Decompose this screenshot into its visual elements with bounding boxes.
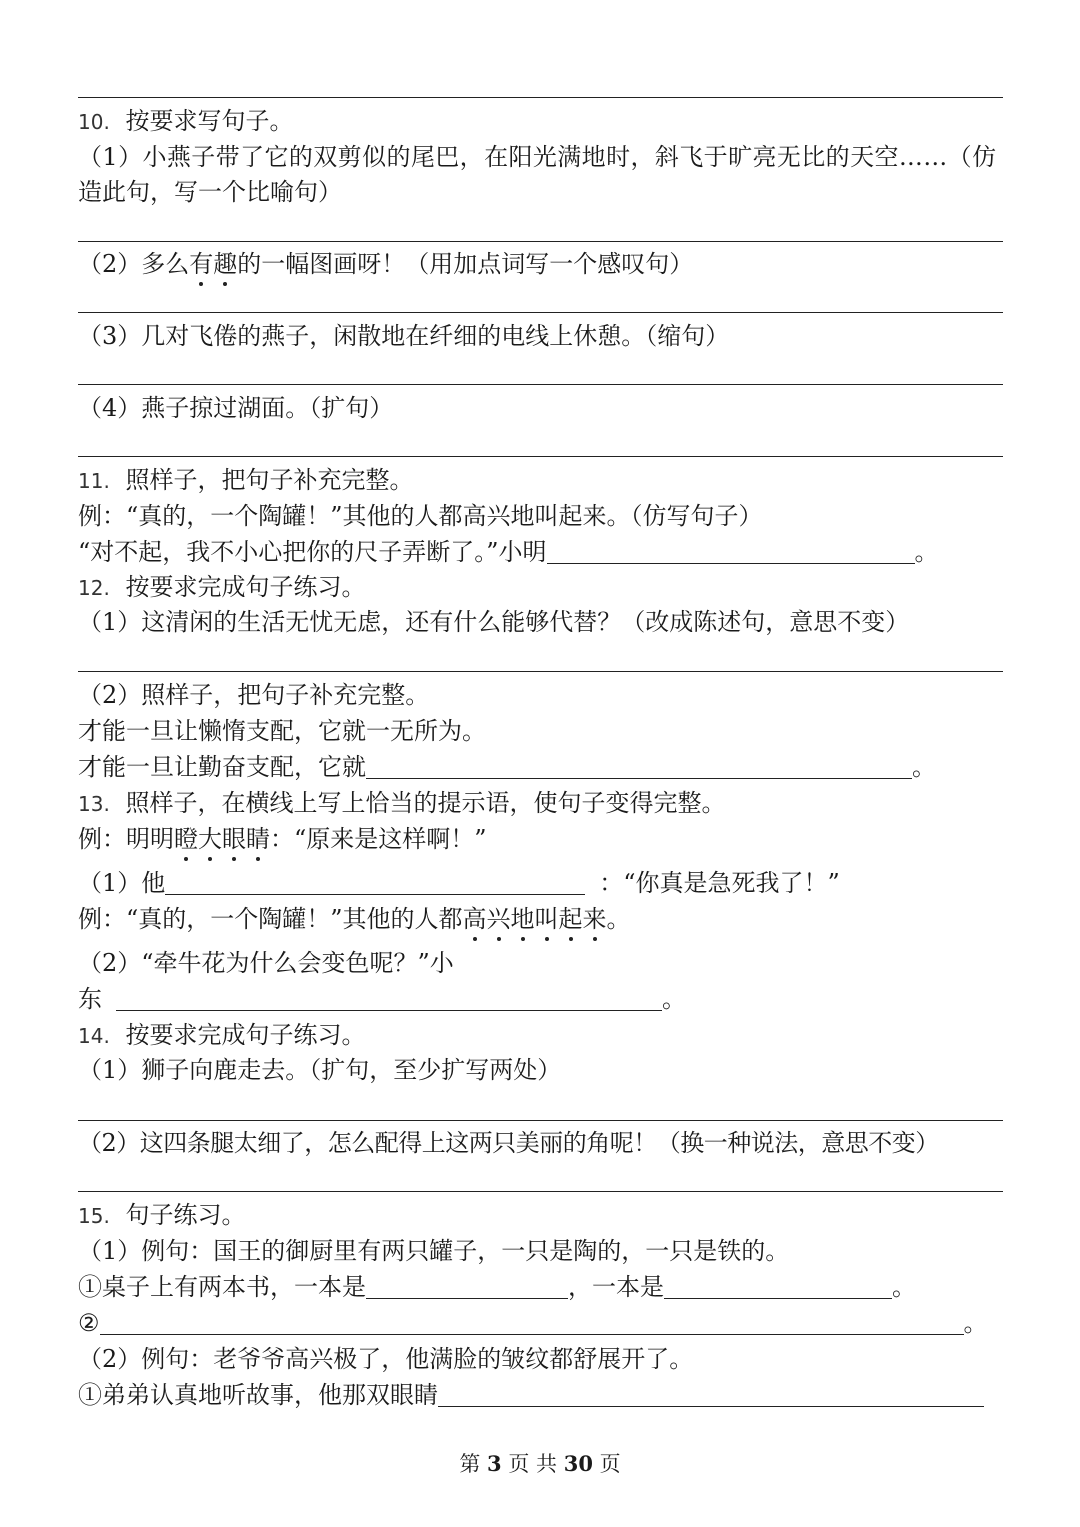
dotted-char: 兴	[486, 905, 511, 933]
q15-item3-text: ①弟弟认真地听故事，他那双眼睛	[78, 1381, 438, 1409]
q12-end: 。	[912, 753, 936, 781]
q13-example2	[78, 904, 631, 934]
q11-title: 照样子，把句子补充完整。	[125, 466, 414, 494]
answer-blank-q13-1[interactable]	[165, 868, 585, 895]
footer-text-a: 第	[459, 1452, 481, 1476]
q14-heading	[78, 1020, 365, 1051]
q13-ex1-text-a: 例：明明	[78, 825, 174, 853]
q13-ex1-text-b: ：“原来是这样啊！”	[270, 825, 487, 853]
q11-prompt-text: “对不起，我不小心把你的尺子弄断了。”小明	[78, 538, 547, 566]
q15-heading	[78, 1200, 245, 1231]
answer-line-q10-2[interactable]	[78, 312, 1003, 313]
q10-part1-line2: 造此句，写一个比喻句）	[78, 178, 342, 206]
footer-text-b: 页 共	[508, 1452, 558, 1476]
q15-item1-end: 。	[892, 1273, 916, 1301]
q10-part4: （4）燕子掠过湖面。（扩句）	[78, 394, 394, 422]
q13-part2-line2	[78, 984, 686, 1014]
q11-number: 11.	[78, 469, 110, 493]
q12-prompt	[78, 752, 936, 782]
q15-part1: （1）例句：国王的御厨里有两只罐子，一只是陶的，一只是铁的。	[78, 1237, 790, 1265]
q12-part1: （1）这清闲的生活无忧无虑，还有什么能够代替？（改成陈述句，意思不变）	[78, 608, 910, 636]
q10-part3: （3）几对飞倦的燕子，闲散地在纤细的电线上休憩。（缩句）	[78, 322, 730, 350]
q11-heading	[78, 465, 413, 496]
answer-line-q12-1[interactable]	[78, 671, 1003, 672]
q12-title: 按要求完成句子练习。	[125, 573, 366, 601]
dotted-char: 叫	[534, 905, 559, 933]
q15-item3	[78, 1380, 984, 1410]
q12-number: 12.	[78, 576, 110, 600]
page-number: 3	[487, 1451, 502, 1476]
q13-ex2-text-a: 例：“真的，一个陶罐！”其他的人都	[78, 905, 463, 933]
answer-blank-q15-1a[interactable]	[366, 1272, 568, 1299]
dotted-char: 地	[510, 905, 535, 933]
answer-blank-q15-3[interactable]	[438, 1380, 984, 1407]
q10-part2-text-a: （2）多么	[78, 250, 190, 278]
q12-heading	[78, 572, 365, 603]
q13-part1-text-a: （1）他	[78, 869, 166, 897]
q13-end: 。	[662, 985, 686, 1013]
q14-title: 按要求完成句子练习。	[125, 1021, 366, 1049]
q10-number: 10.	[78, 110, 110, 134]
q12-part2: （2）照样子，把句子补充完整。	[78, 681, 430, 709]
answer-line-q10-1[interactable]	[78, 241, 1003, 242]
q13-part1-text-b: ：“你真是急死我了！”	[599, 869, 840, 897]
q13-title: 照样子，在横线上写上恰当的提示语，使句子变得完整。	[125, 789, 726, 817]
q15-title: 句子练习。	[125, 1201, 246, 1229]
q11-prompt	[78, 537, 939, 567]
top-rule	[78, 97, 1003, 98]
q15-item2-end: 。	[963, 1309, 988, 1337]
q15-item2-label: ②	[78, 1309, 100, 1337]
q15-number: 15.	[78, 1204, 110, 1228]
q13-part2-line1: （2）“牵牛花为什么会变色呢？”小	[78, 949, 454, 977]
q13-ex2-end: 。	[606, 905, 631, 933]
dotted-char: 大	[198, 825, 222, 853]
answer-blank-q11[interactable]	[547, 537, 915, 564]
q14-part2: （2）这四条腿太细了，怎么配得上这两只美丽的角呢！（换一种说法，意思不变）	[78, 1129, 939, 1157]
answer-blank-q12[interactable]	[366, 752, 912, 779]
q15-part2: （2）例句：老爷爷高兴极了，他满脸的皱纹都舒展开了。	[78, 1345, 694, 1373]
q14-number: 14.	[78, 1024, 110, 1048]
q12-prompt-text: 才能一旦让勤奋支配，它就	[78, 753, 366, 781]
q11-example: 例：“真的，一个陶罐！”其他的人都高兴地叫起来。（仿写句子）	[78, 502, 763, 530]
dotted-char: 起	[558, 905, 583, 933]
q14-part1: （1）狮子向鹿走去。（扩句，至少扩写两处）	[78, 1056, 562, 1084]
footer-text-c: 页	[599, 1452, 621, 1476]
answer-line-q14-2[interactable]	[78, 1191, 1003, 1192]
q13-example1	[78, 824, 487, 854]
q13-heading	[78, 788, 725, 819]
q13-number: 13.	[78, 792, 110, 816]
q15-item1	[78, 1272, 916, 1302]
dotted-char: 睛	[246, 825, 270, 853]
q15-item1-text-b: ，一本是	[568, 1273, 664, 1301]
answer-line-q10-4[interactable]	[78, 456, 1003, 457]
page-footer	[0, 1448, 1080, 1478]
q10-part2	[78, 249, 693, 279]
q10-title: 按要求写句子。	[125, 107, 294, 135]
q15-item2	[78, 1308, 988, 1338]
answer-blank-q15-2[interactable]	[100, 1308, 964, 1335]
q13-part2-text: 东	[78, 985, 102, 1013]
dotted-char: 高	[462, 905, 487, 933]
q15-item1-text-a: ①桌子上有两本书，一本是	[78, 1273, 366, 1301]
dotted-char: 眼	[222, 825, 246, 853]
q12-example: 才能一旦让懒惰支配，它就一无所为。	[78, 717, 486, 745]
answer-blank-q13-2[interactable]	[116, 984, 662, 1011]
dotted-char: 瞪	[174, 825, 198, 853]
answer-blank-q15-1b[interactable]	[664, 1272, 892, 1299]
q10-part2-text-b: 的一幅图画呀！（用加点词写一个感叹句）	[237, 250, 694, 278]
q10-part1-line1: （1）小燕子带了它的双剪似的尾巴，在阳光满地时，斜飞于旷亮无比的天空……（仿	[78, 143, 997, 171]
answer-line-q10-3[interactable]	[78, 384, 1003, 385]
q11-end: 。	[914, 538, 939, 566]
page-total: 30	[563, 1451, 593, 1476]
answer-line-q14-1[interactable]	[78, 1120, 1003, 1121]
dotted-char: 趣	[213, 250, 238, 278]
q10-heading	[78, 106, 293, 137]
q13-part1	[78, 868, 840, 898]
dotted-char: 来	[582, 905, 607, 933]
dotted-char: 有	[189, 250, 214, 278]
